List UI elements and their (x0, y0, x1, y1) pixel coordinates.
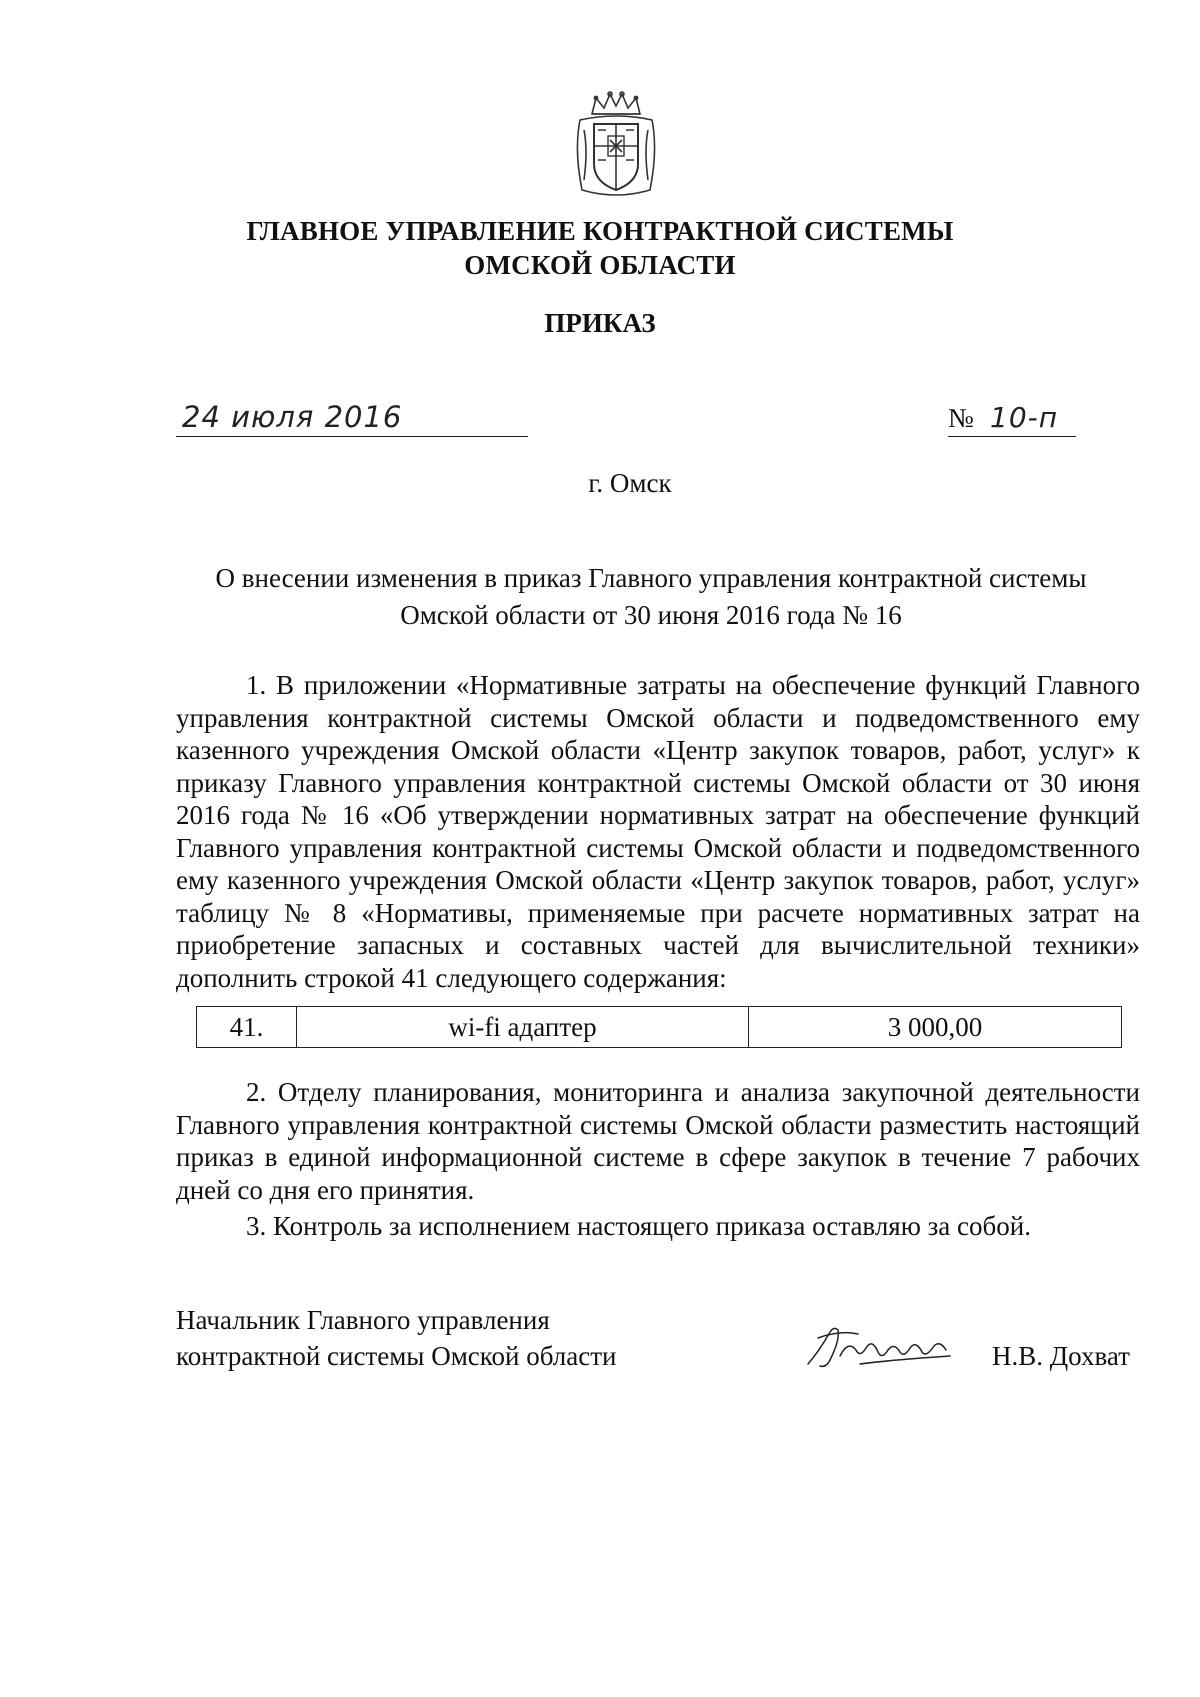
document-title (176, 560, 1126, 634)
organization-title-line1: ГЛАВНОЕ УПРАВЛЕНИЕ КОНТРАКТНОЙ СИСТЕМЫ (246, 216, 954, 246)
table-cell-value: 3 000,00 (887, 1011, 983, 1042)
signatory-role (176, 1302, 616, 1374)
omsk-coat-of-arms-icon (570, 90, 662, 202)
document-title-line1: О внесении изменения в приказ Главного управления контрактной системы (215, 563, 1087, 593)
document-title-line2: Омской области от 30 июня 2016 года № 16 (400, 600, 902, 630)
organization-title (0, 214, 1200, 282)
paragraph-3: 3. Контроль за исполнением настоящего приказа оставляю за собой. (246, 1211, 1031, 1241)
order-number-handwritten: 10-п (990, 401, 1059, 434)
order-date-handwritten: 24 июля 2016 (182, 400, 403, 434)
table-cell-name: wi-fi адаптер (297, 1007, 749, 1047)
handwritten-signature (800, 1320, 960, 1376)
city-line: г. Омск (588, 468, 672, 498)
organization-title-line2: ОМСКОЙ ОБЛАСТИ (464, 250, 736, 280)
paragraph-2: 2. Отделу планирования, мониторинга и анализа закупочной деятельности Главного управления контрактной системы Омской области разместить настоящий приказ в единой информационной системе в сфере закупок в течение 7 рабочих дней со дня его принятия. (176, 1077, 1140, 1205)
table-cell-number: 41. (197, 1007, 297, 1047)
signatory-role-line2: контрактной системы Омской области (176, 1341, 617, 1371)
order-date-field (176, 392, 528, 437)
signatory-name: Н.В. Дохват (992, 1341, 1130, 1371)
number-sign: № (948, 403, 974, 433)
document-type: ПРИКАЗ (544, 308, 656, 338)
order-number-field (948, 392, 1076, 437)
paragraph-1: 1. В приложении «Нормативные затраты на обеспечение функций Главного управления контрактной системы Омской области и подведомственного ему казенного учреждения Омской области «Центр закупок товаров, работ, услуг» к приказу Главного управления контрактной системы Омской области от 30 июня 2016 года № 16 «Об утверждении нормативных затрат на обеспечение функций Главного управления контрактной системы Омской области и подведомственного ему казенного учреждения Омской области «Центр закупок товаров, работ, услуг» таблицу № 8 «Нормативы, применяемые при расчете нормативных затрат на приобретение запасных и составных частей для вычислительной техники» дополнить строкой 41 следующего содержания: (176, 670, 1140, 993)
amendment-table (196, 1006, 1122, 1048)
signatory-role-line1: Начальник Главного управления (176, 1305, 550, 1335)
